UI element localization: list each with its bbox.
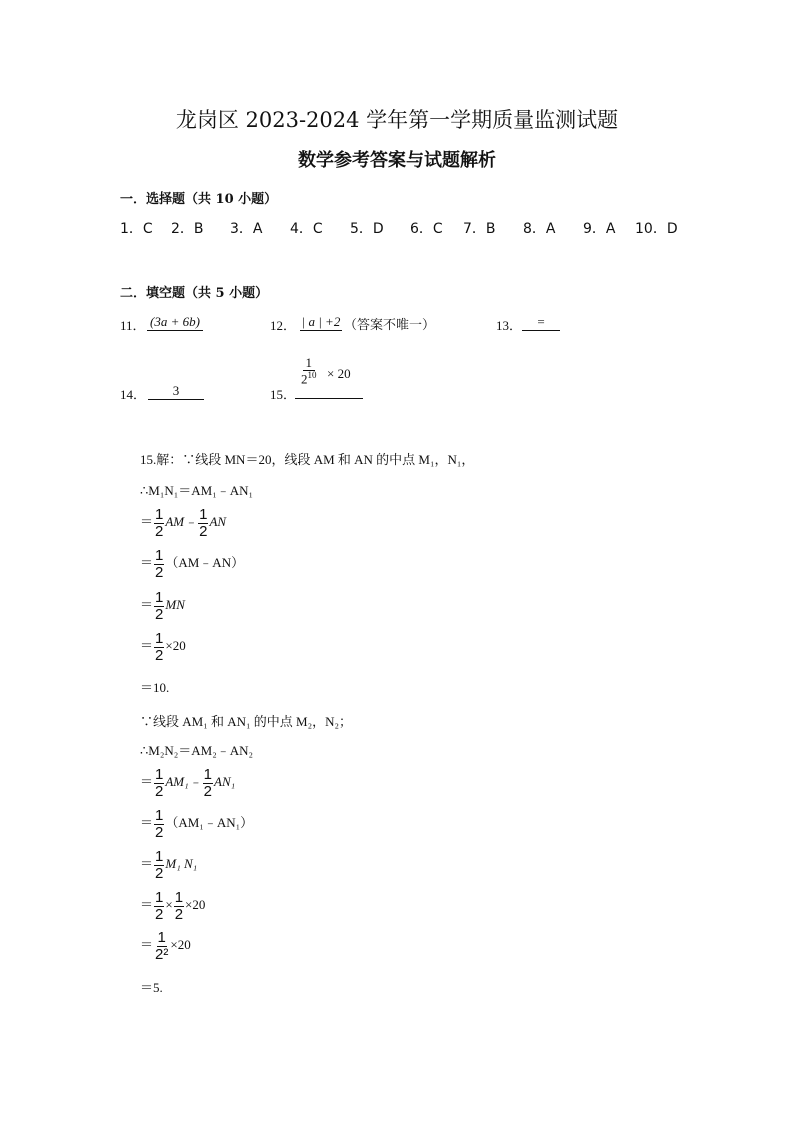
q15-answer [295, 356, 363, 399]
solution-line-2: ＝ $\frac{1}{2}$ AM﹣ $\frac{1}{2}$ AN [140, 506, 227, 540]
answer-5: 5．D [350, 221, 384, 237]
q14-answer: 3 [148, 383, 204, 400]
page-title: 龙岗区 2023-2024 学年第一学期质量监测试题 [175, 108, 619, 132]
q12-label: 12． [270, 318, 297, 333]
solution-line-1: ∴M₁N₁＝AM₁﹣AN₁ [140, 483, 254, 498]
fraction-quarter: $\frac{1}{\text{2²}}$ [155, 929, 169, 963]
answer-7: 7．B [463, 221, 496, 237]
solution-line-5: ＝ $\frac{1}{2}$ ×20 [140, 630, 186, 664]
fraction-half: $\frac{1}{2}$ [155, 807, 164, 841]
solution-line-6: ＝10. [140, 680, 170, 695]
solution-line-4: ＝ $\frac{1}{2}$ MN [140, 589, 185, 623]
solution-line-10: ＝ $\frac{1}{2}$ （AM₁﹣AN₁） [140, 807, 254, 841]
q14-label: 14． [120, 387, 147, 402]
section-heading-multiple-choice: 一．选择题（共 10 小题） [120, 192, 278, 207]
solution-line-8: ∴M₂N₂＝AM₂﹣AN₂ [140, 743, 254, 758]
answer-1: 1．C [120, 221, 153, 237]
fraction-half: $\frac{1}{2}$ [155, 848, 164, 882]
solution-line-13: ＝ $\frac{1}{\text{2²}}$ ×20 [140, 929, 191, 963]
answer-6: 6．C [410, 221, 443, 237]
fraction-half: $\frac{1}{2}$ [155, 589, 164, 623]
answer-8: 8．A [523, 221, 556, 237]
fraction-half: $\frac{1}{2}$ [155, 506, 164, 540]
q13-label: 13． [496, 318, 523, 333]
solution-line-12: ＝ $\frac{1}{2}$ × $\frac{1}{2}$ ×20 [140, 889, 206, 923]
q11-answer: (3a + 6b) [147, 314, 203, 331]
answer-3: 3．A [230, 221, 263, 237]
q15-numerator: 1 [303, 356, 316, 371]
q13-answer: = [522, 314, 560, 331]
fraction-half: $\frac{1}{2}$ [155, 630, 164, 664]
fraction-half: $\frac{1}{2}$ [155, 766, 164, 800]
fraction-half: $\frac{1}{2}$ [155, 547, 164, 581]
answer-9: 9．A [583, 221, 616, 237]
q15-fraction [301, 356, 317, 386]
fraction-half: $\frac{1}{2}$ [203, 766, 212, 800]
fraction-half: $\frac{1}{2}$ [155, 889, 164, 923]
q12-answer: | a | +2 [301, 314, 341, 329]
fraction-half: $\frac{1}{2}$ [174, 889, 184, 923]
answer-2: 2．B [171, 221, 204, 237]
section-heading-fill-in: 二．填空题（共 5 小题） [120, 286, 269, 301]
solution-intro: 15.解：∵线段 MN＝20，线段 AM 和 AN 的中点 M₁，N₁， [140, 452, 475, 467]
q11-label: 11． [120, 318, 146, 333]
solution-line-11: ＝ $\frac{1}{2}$ M₁ N₁ [140, 848, 198, 882]
q12-note: （答案不唯一） [344, 317, 436, 332]
q15-label: 15． [270, 387, 297, 402]
answer-10: 10．D [635, 221, 678, 237]
fraction-half: $\frac{1}{2}$ [199, 506, 208, 540]
solution-line-7: ∵线段 AM₁ 和 AN₁ 的中点 M₂，N₂； [140, 714, 353, 729]
solution-line-9: ＝ $\frac{1}{2}$ AM₁﹣ $\frac{1}{2}$ AN₁ [140, 766, 236, 800]
q15-times-twenty: × 20 [327, 366, 351, 381]
answer-4: 4．C [290, 221, 323, 237]
q15-denominator: $2^{10}$ [301, 369, 317, 386]
solution-line-14: ＝5. [140, 980, 163, 995]
solution-line-3: ＝ $\frac{1}{2}$ （AM﹣AN） [140, 547, 245, 581]
page-subtitle: 数学参考答案与试题解析 [298, 150, 496, 171]
